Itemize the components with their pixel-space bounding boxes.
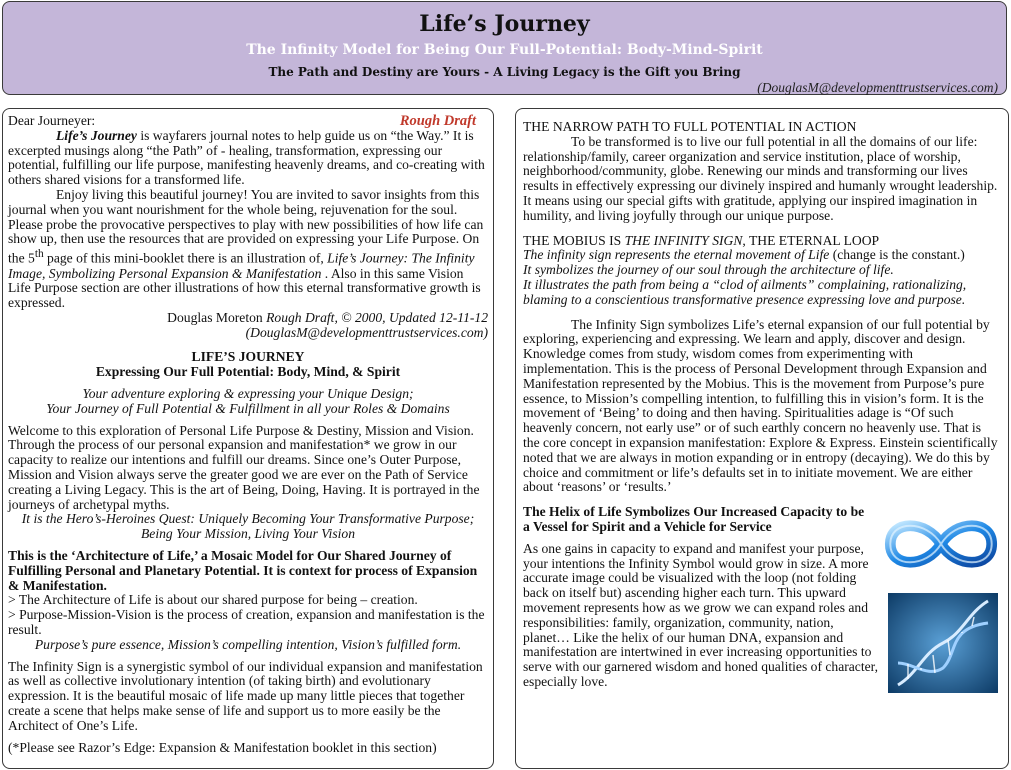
invite-paragraph: Enjoy living this beautiful journey! You are invited to savor insights from this journal when you want nourishment for the whole being, rejuvenation for the soul. Please probe the provocative perspectives to play with new possibilities of how life can show up, then use the resources that are provided on expressing your Life Purpose. On the 5th page of this mini-booklet there is an illustration of, Life’s Journey: The Infinity Image, Symbolizing Personal Expansion & Manifestation . Also in this same Vision Life Purpose section are other illustrations of how this eternal transformative growth is expressed. [8,186,484,311]
helix-heading: The Helix of Life Symbolizes Our Increased Capacity to be a Vessel for Spirit and a Vehicle for Service [523,504,865,534]
motto-line-2: Your Journey of Full Potential & Fulfillment in all your Roles & Domains [46,400,450,416]
bullet-purpose: > Purpose-Mission-Vision is the process of creation, expansion and manifestation is the result. [8,607,485,638]
salutation: Rough Draft Dear Journeyer: [8,113,476,129]
left-panel [2,108,494,769]
page-subtitle: The Infinity Model for Being Our Full-Potential: Body-Mind-Spirit [246,42,763,58]
signature-line: Douglas Moreton Rough Draft, © 2000, Updated 12-11-12 [167,309,488,325]
intro-title: Life’s Journey [56,127,137,143]
mobius-line-1: The infinity sign represents the eternal movement of Life (change is the constant.) [523,247,965,263]
infinity-symbol-paragraph: The Infinity Sign symbolizes Life’s eternal expansion of our full potential by exploring, experiencing and expressing. We learn and apply, discover and design. Knowledge comes from study, wisdom comes from experimenting with implementation. This is the process of Personal Development through Expansion and Manifestation represented by the Mobius. This is the movement from Purpose’s pure essence, to Mission’s compelling intention, to fulfilling this in vision’s form. It is the movement of ‘Being’ to doing and then having. Spiritualities adage is “Of such heavenly concern, not early use” or of such earthly concern no heavenly use. That is the core concept in expansion manifestation: Explore & Express. Einstein scientifically noted that we are always in motion expanding or in entropy (decaying). We do this by choice and commitment or life’s defaults set in to initiate movement. We are either about ‘reasons’ or ‘results.’ [523,316,998,495]
rough-draft-label: Rough Draft [399,113,476,129]
narrow-path-title: THE NARROW PATH TO FULL POTENTIAL IN ACTION [523,119,857,134]
quest-line: It is the Hero’s-Heroines Quest: Uniquely Becoming Your Transformative Purpose; Being Your Mission, Living Your Vision [21,511,475,542]
page-title: Life’s Journey [419,11,590,37]
right-panel [515,108,1009,769]
purpose-line: Purpose’s pure essence, Mission’s compelling intention, Vision’s fulfilled form. [34,636,462,652]
footnote: (*Please see Razor’s Edge: Expansion & Manifestation booklet in this section) [8,739,437,755]
welcome-paragraph: Welcome to this exploration of Personal Life Purpose & Destiny, Mission and Vision. Through the process of our personal expansion and manifestation* we grow in our capacity to realize our intentions and fulfill our dreams. Since one’s Outer Purpose, Mission and Vision always serve the greater good we are ever on the Path of Service creating a Living Legacy. This is the art of Being, Doing, Having. It is portrayed in the journeys of archetypal myths. [8,422,480,512]
signature-email: (DouglasM@developmenttrustservices.com) [245,324,488,340]
narrow-path-text: To be transformed is to live our full potential in all the domains of our life: relationship/family, career organization and service institution, place of worship, neighborhood/community, globe. Renewing our minds and transforming our lives results in effectively expressing our divinely inspired and humanly wrought leadership. It means using our special gifts with gratitude, applying our inspired imagination in humility, and living joyfully through our unique purpose. [523,133,998,223]
header-banner [2,1,1007,95]
infinity-sign-icon [882,505,1000,583]
mobius-line-3: It illustrates the path from being a “clod of ailments” complaining, rationalizing, blaming to a conscientious transformative presence expressing love and purpose. [523,276,967,307]
mobius-line-2: It symbolizes the journey of our soul through the architecture of life. [523,262,894,278]
architecture-heading: This is the ‘Architecture of Life,’ a Mosaic Model for Our Shared Journey of Fulfilling Personal and Planetary Potential. It is context for process of Expansion & Manifestation. [8,548,478,593]
helix-paragraph: As one gains in capacity to expand and manifest your purpose, your intentions the Infinity Symbol would grow in size. A more accurate image could be visualized with the loop (not folding back on itself but) ascending higher each turn. This upward movement represents how as we grow we can expand roles and responsibilities: family, organization, community, nation, planet… Like the helix of our human DNA, expansion and manifestation are intertwined in ever increasing opportunities to serve with our garnered wisdom and honed qualities of character, especially love. [523,540,879,689]
header-email: (DouglasM@developmenttrustservices.com) [757,80,998,95]
section-subtitle: Expressing Our Full Potential: Body, Mind, & Spirit [95,364,401,380]
dna-helix-icon [888,593,998,693]
bullet-architecture: > The Architecture of Life is about our shared purpose for being – creation. [8,592,418,608]
section-title: LIFE’S JOURNEY [191,349,305,365]
motto-line-1: Your adventure exploring & expressing your Unique Design; [82,386,414,402]
infinity-paragraph: The Infinity Sign is a synergistic symbol of our individual expansion and manifestation as well as collective involutionary intention (of taking birth) and evolutionary expression. It is the beautiful mosaic of life made up many little pieces that together create a scene that helps make sense of life and support us to more easily be the Architect of One’s Life. [8,658,483,733]
intro-paragraph: Life’s Journey is wayfarers journal notes to help guide us on “the Way.” It is excerpted musings along “the Path” of - healing, transformation, expressing our potential, fulfilling our life purpose, manifesting heavenly dreams, and co-creating with others shared visions for a transformed life. [8,127,485,188]
page-tagline: The Path and Destiny are Yours - A Living Legacy is the Gift you Bring [268,65,741,79]
mobius-title: THE MOBIUS IS THE INFINITY SIGN, THE ETERNAL LOOP [523,232,880,248]
